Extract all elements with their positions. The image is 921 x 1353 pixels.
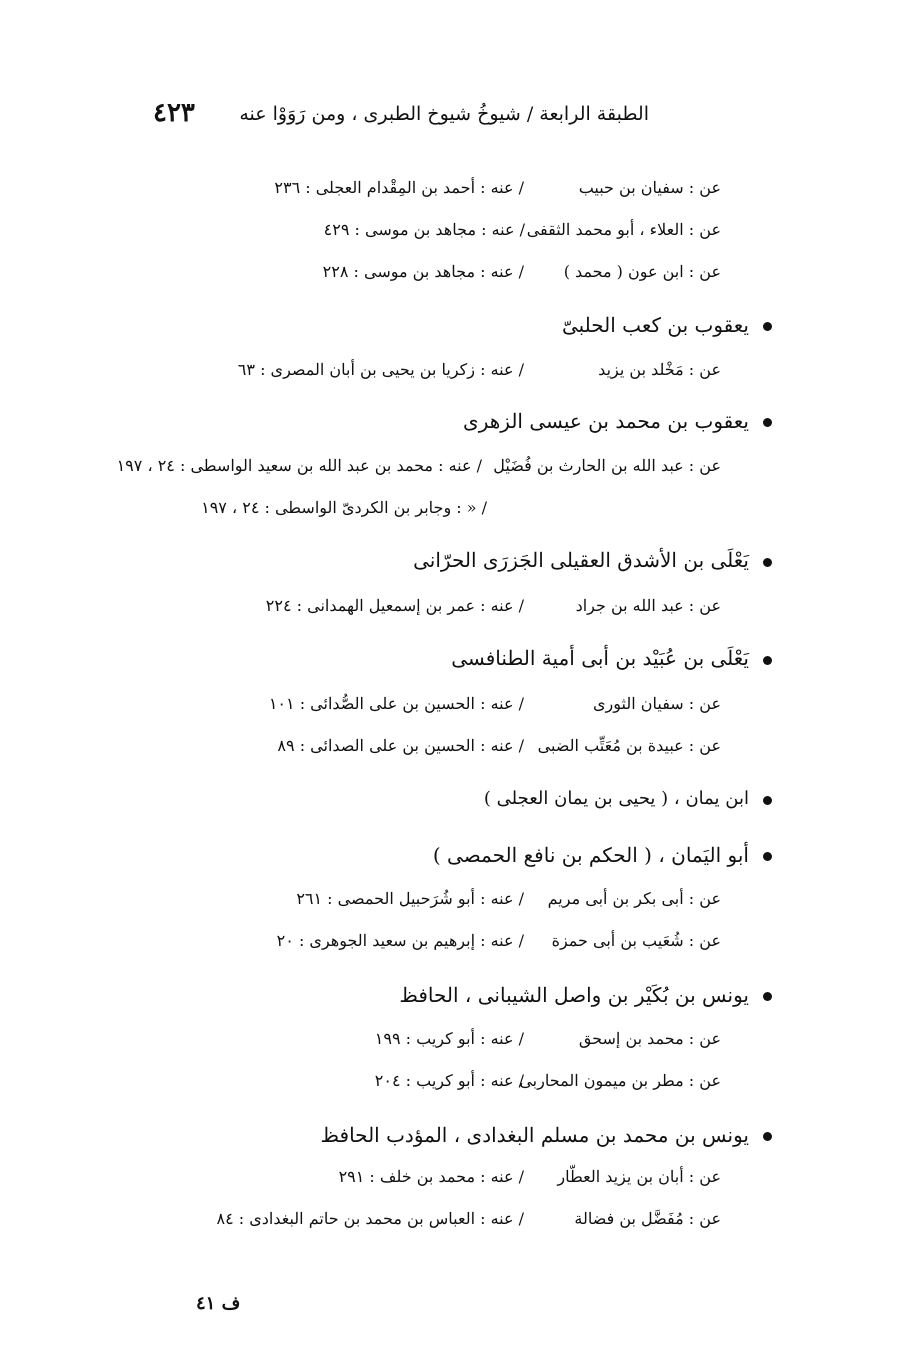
row-from: عن : محمد بن إسحق [578,1029,721,1048]
bullet-icon [763,796,772,805]
bullet-icon [763,558,772,567]
row-from: عن : عبد الله بن الحارث بن فُضَيْل [493,456,721,475]
running-header-title: الطبقة الرابعة / شيوخُ شيوخ الطبرى ، ومن رَوَوْا عنه [239,103,649,125]
row-to: / « : وجابر بن الكردىّ الواسطى : ٢٤ ، ١٩٧ [201,498,487,517]
row-to: / عنه : زكريا بن يحيى بن أبان المصرى : ٦٣ [237,360,524,379]
row-to: / عنه : عمر بن إسمعيل الهمدانى : ٢٢٤ [265,596,524,615]
signature-mark: ف ٤١ [196,1293,241,1314]
row-to: / عنه : أبو كريب : ٢٠٤ [374,1071,524,1090]
row-from: عن : مطر بن ميمون المحاربى [519,1071,721,1090]
entry-heading: يَعْلَى بن الأشدق العقيلى الجَزرَى الحرّانى [413,548,749,572]
row-to: / عنه : مجاهد بن موسى : ٤٢٩ [323,220,525,239]
row-from: عن : عبد الله بن جراد [575,596,721,615]
row-from: عن : مُفَضَّل بن فضالة [574,1209,721,1228]
row-from: عن : أبى بكر بن أبى مريم [547,889,721,908]
row-to: / عنه : العباس بن محمد بن حاتم البغدادى : ٨٤ [216,1209,524,1228]
entry-heading: أبو اليَمان ، ( الحكم بن نافع الحمصى ) [432,843,749,867]
bullet-icon [763,418,772,427]
entry-heading: يونس بن محمد بن مسلم البغدادى ، المؤدب الحافظ [320,1123,749,1147]
row-to: / عنه : أبو كريب : ١٩٩ [374,1029,524,1048]
entry-heading: يونس بن بُكَيْر بن واصل الشيبانى ، الحافظ [399,983,749,1007]
entry-heading: يعقوب بن محمد بن عيسى الزهرى [463,409,749,433]
row-to: / عنه : محمد بن عبد الله بن سعيد الواسطى : ٢٤ ، ١٩٧ [116,456,482,475]
row-to: / عنه : أبو شُرَحبيل الحمصى : ٢٦١ [296,889,524,908]
bullet-icon [763,656,772,665]
row-from: عن : سفيان الثورى [593,694,721,713]
entry-heading: ابن يمان ، ( يحيى بن يمان العجلى ) [483,788,749,809]
row-from: عن : سفيان بن حبيب [578,178,721,197]
row-from: عن : مَخْلد بن يزيد [598,360,721,379]
page-number: ٤٢٣ [153,98,195,128]
row-to: / عنه : الحسين بن على الصدائى : ٨٩ [277,736,524,755]
entry-heading: يَعْلَى بن عُبَيْد بن أبى أمية الطنافسى [451,646,749,670]
row-to: / عنه : الحسين بن على الصُّدائى : ١٠١ [268,694,524,713]
row-to: / عنه : محمد بن خلف : ٢٩١ [338,1167,524,1186]
row-from: عن : أبان بن يزيد العطّار [557,1167,721,1186]
row-to: / عنه : إبرهيم بن سعيد الجوهرى : ٢٠ [276,931,524,950]
entry-heading: يعقوب بن كعب الحلبىّ [561,313,749,337]
row-from: عن : العلاء ، أبو محمد الثقفى [526,220,721,239]
row-to: / عنه : أحمد بن المِقْدام العجلى : ٢٣٦ [274,178,524,197]
bullet-icon [763,852,772,861]
row-from: عن : شُعَيب بن أبى حمزة [551,931,721,950]
bullet-icon [763,1132,772,1141]
row-from: عن : عبيدة بن مُعَتِّب الضبى [537,736,721,755]
bullet-icon [763,322,772,331]
bullet-icon [763,992,772,1001]
row-from: عن : ابن عون ( محمد ) [563,262,721,281]
row-to: / عنه : مجاهد بن موسى : ٢٢٨ [322,262,524,281]
